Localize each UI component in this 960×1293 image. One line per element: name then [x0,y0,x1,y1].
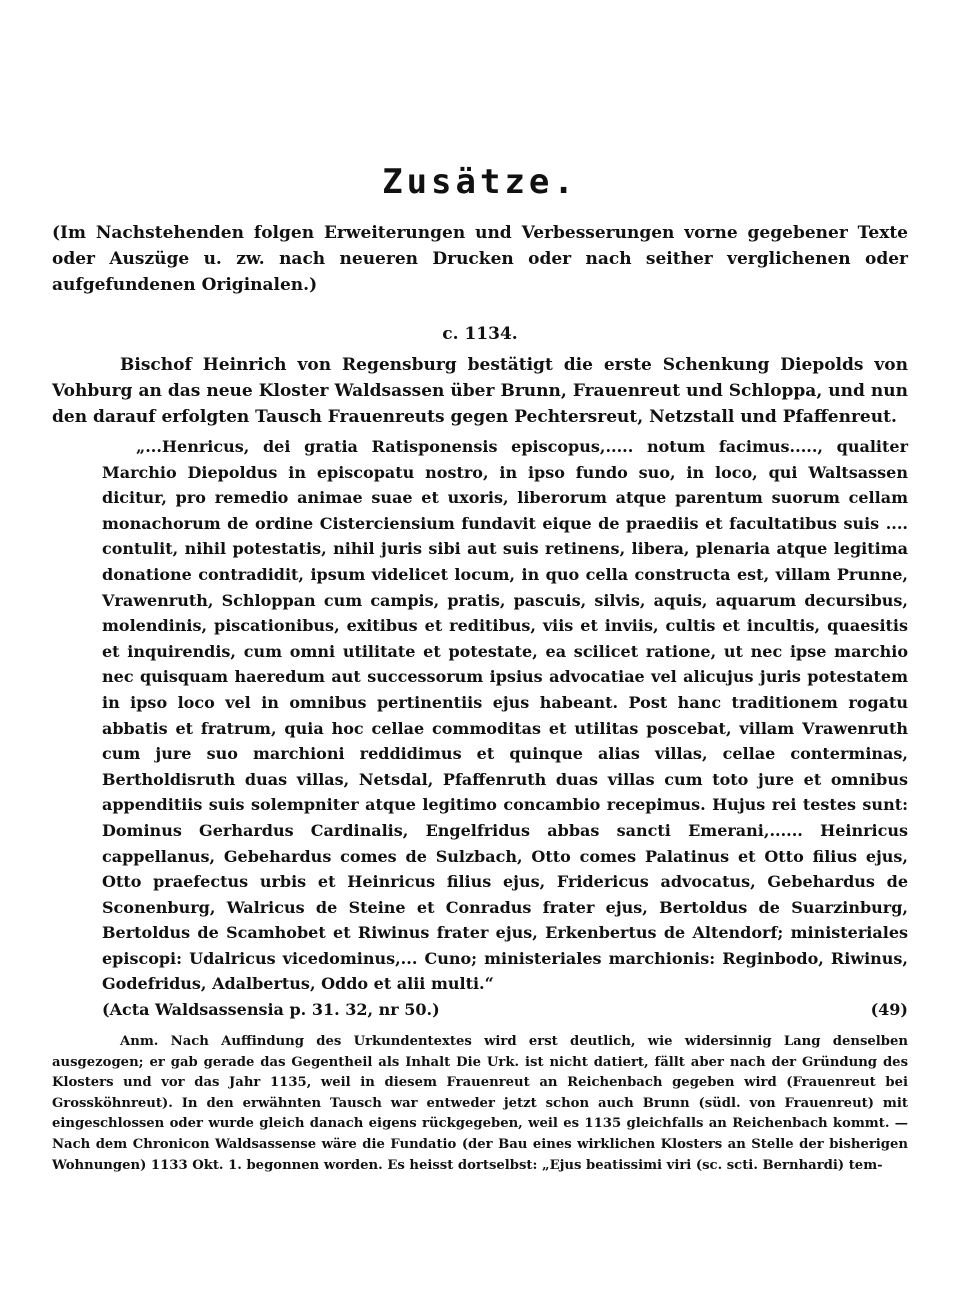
source-line [52,997,908,1022]
source-citation: (Acta Waldsassensia p. 31. 32, nr 50.) [102,1000,440,1020]
summary-paragraph: Bischof Heinrich von Regensburg bestätigt die erste Schenkung Diepolds von Vohburg an das neue Kloster Waldsassen über Brunn, Frauenreut und Schloppa, und nun den darauf erfolgten Tausch Frauenreuts gegen Pechtersreut, Netzstall und Pfaffenreut. [52,355,908,427]
page-title: Zusätze. [382,162,578,202]
entry-number: (49) [870,1000,908,1020]
document-date: c. 1134. [442,324,518,344]
document-page [52,162,908,1176]
preface-paragraph: (Im Nachstehenden folgen Erweiterungen und Verbesserungen vorne gegebener Texte oder Auszüge u. zw. nach neueren Drucken oder nach seither verglichenen oder aufgefundenen Originalen.) [52,223,908,295]
annotation-note: Anm. Nach Auffindung des Urkundentextes wird erst deutlich, wie widersinnig Lang denselben ausgezogen; er gab gerade das Gegentheil als Inhalt Die Urk. ist nicht datiert, fällt aber nach der Gründung des Klosters und vor das Jahr 1135, weil in diesem Frauenreut an Reichenbach gegeben wird (Frauenreut bei Grossköhnreut). In den erwähnten Tausch war entweder jetzt schon auch Brunn (südl. von Frauenreut) mit eingeschlossen oder wurde gleich danach eigens rückgegeben, weil es 1135 gleichfalls an Reichenbach kommt. — Nach dem Chronicon Waldsassense wäre die Fundatio (der Bau eines wirklichen Klosters an Stelle der bisherigen Wohnungen) 1133 Okt. 1. begonnen worden. Es heisst dortselbst: „Ejus beatissimi viri (sc. scti. Bernhardi) tem- [52,1034,908,1173]
charter-text: „...Henricus, dei gratia Ratisponensis episcopus,..... notum facimus....., qualiter Marchio Diepoldus in episcopatu nostro, in ipso fundo suo, in loco, qui Waltsassen dicitur, pro remedio animae suae et uxoris, liberorum atque parentum suorum cellam monachorum de ordine Cisterciensium fundavit eique de praediis et facultatibus suis .... contulit, nihil potestatis, nihil juris sibi aut suis retinens, libera, plenaria atque legitima donatione contradidit, ipsum videlicet locum, in quo cella constructa est, villam Prunne, Vrawenruth, Schloppan cum campis, pratis, pascuis, silvis, aquis, aquarum decursibus, molendinis, piscationibus, exitibus et reditibus, viis et inviis, cultis et incultis, quaesitis et inquirendis, cum omni utilitate et potestate, ea scilicet ratione, ut nec ipse marchio nec quisquam haeredum aut successorum ipsius advocatiae vel alicujus juris potestatem in ipso loco vel in omnibus pertinentiis ejus habeant. Post hanc traditionem rogatu abbatis et fratrum, quia hoc cellae commoditas et utilitas poscebat, villam Vrawenruth cum jure suo marchioni reddidimus et quinque alias villas, cellae conterminas, Bertholdisruth duas villas, Netsdal, Pfaffenruth duas villas cum toto jure et omnibus appenditiis suis solempniter atque legitimo concambio recepimus. Hujus rei testes sunt: Dominus Gerhardus Cardinalis, Engelfridus abbas sancti Emerani,...... Heinricus cappellanus, Gebehardus comes de Sulzbach, Otto comes Palatinus et Otto filius ejus, Otto praefectus urbis et Heinricus filius ejus, Fridericus advocatus, Gebehardus de Sconenburg, Walricus de Steine et Conradus frater ejus, Bertoldus de Suarzinburg, Bertoldus de Scamhobet et Riwinus frater ejus, Erkenbertus de Altendorf; ministeriales episcopi: Udalricus vicedominus,... Cuno; ministeriales marchionis: Reginbodo, Riwinus, Godefridus, Adalbertus, Oddo et alii multi.“ [102,437,908,994]
